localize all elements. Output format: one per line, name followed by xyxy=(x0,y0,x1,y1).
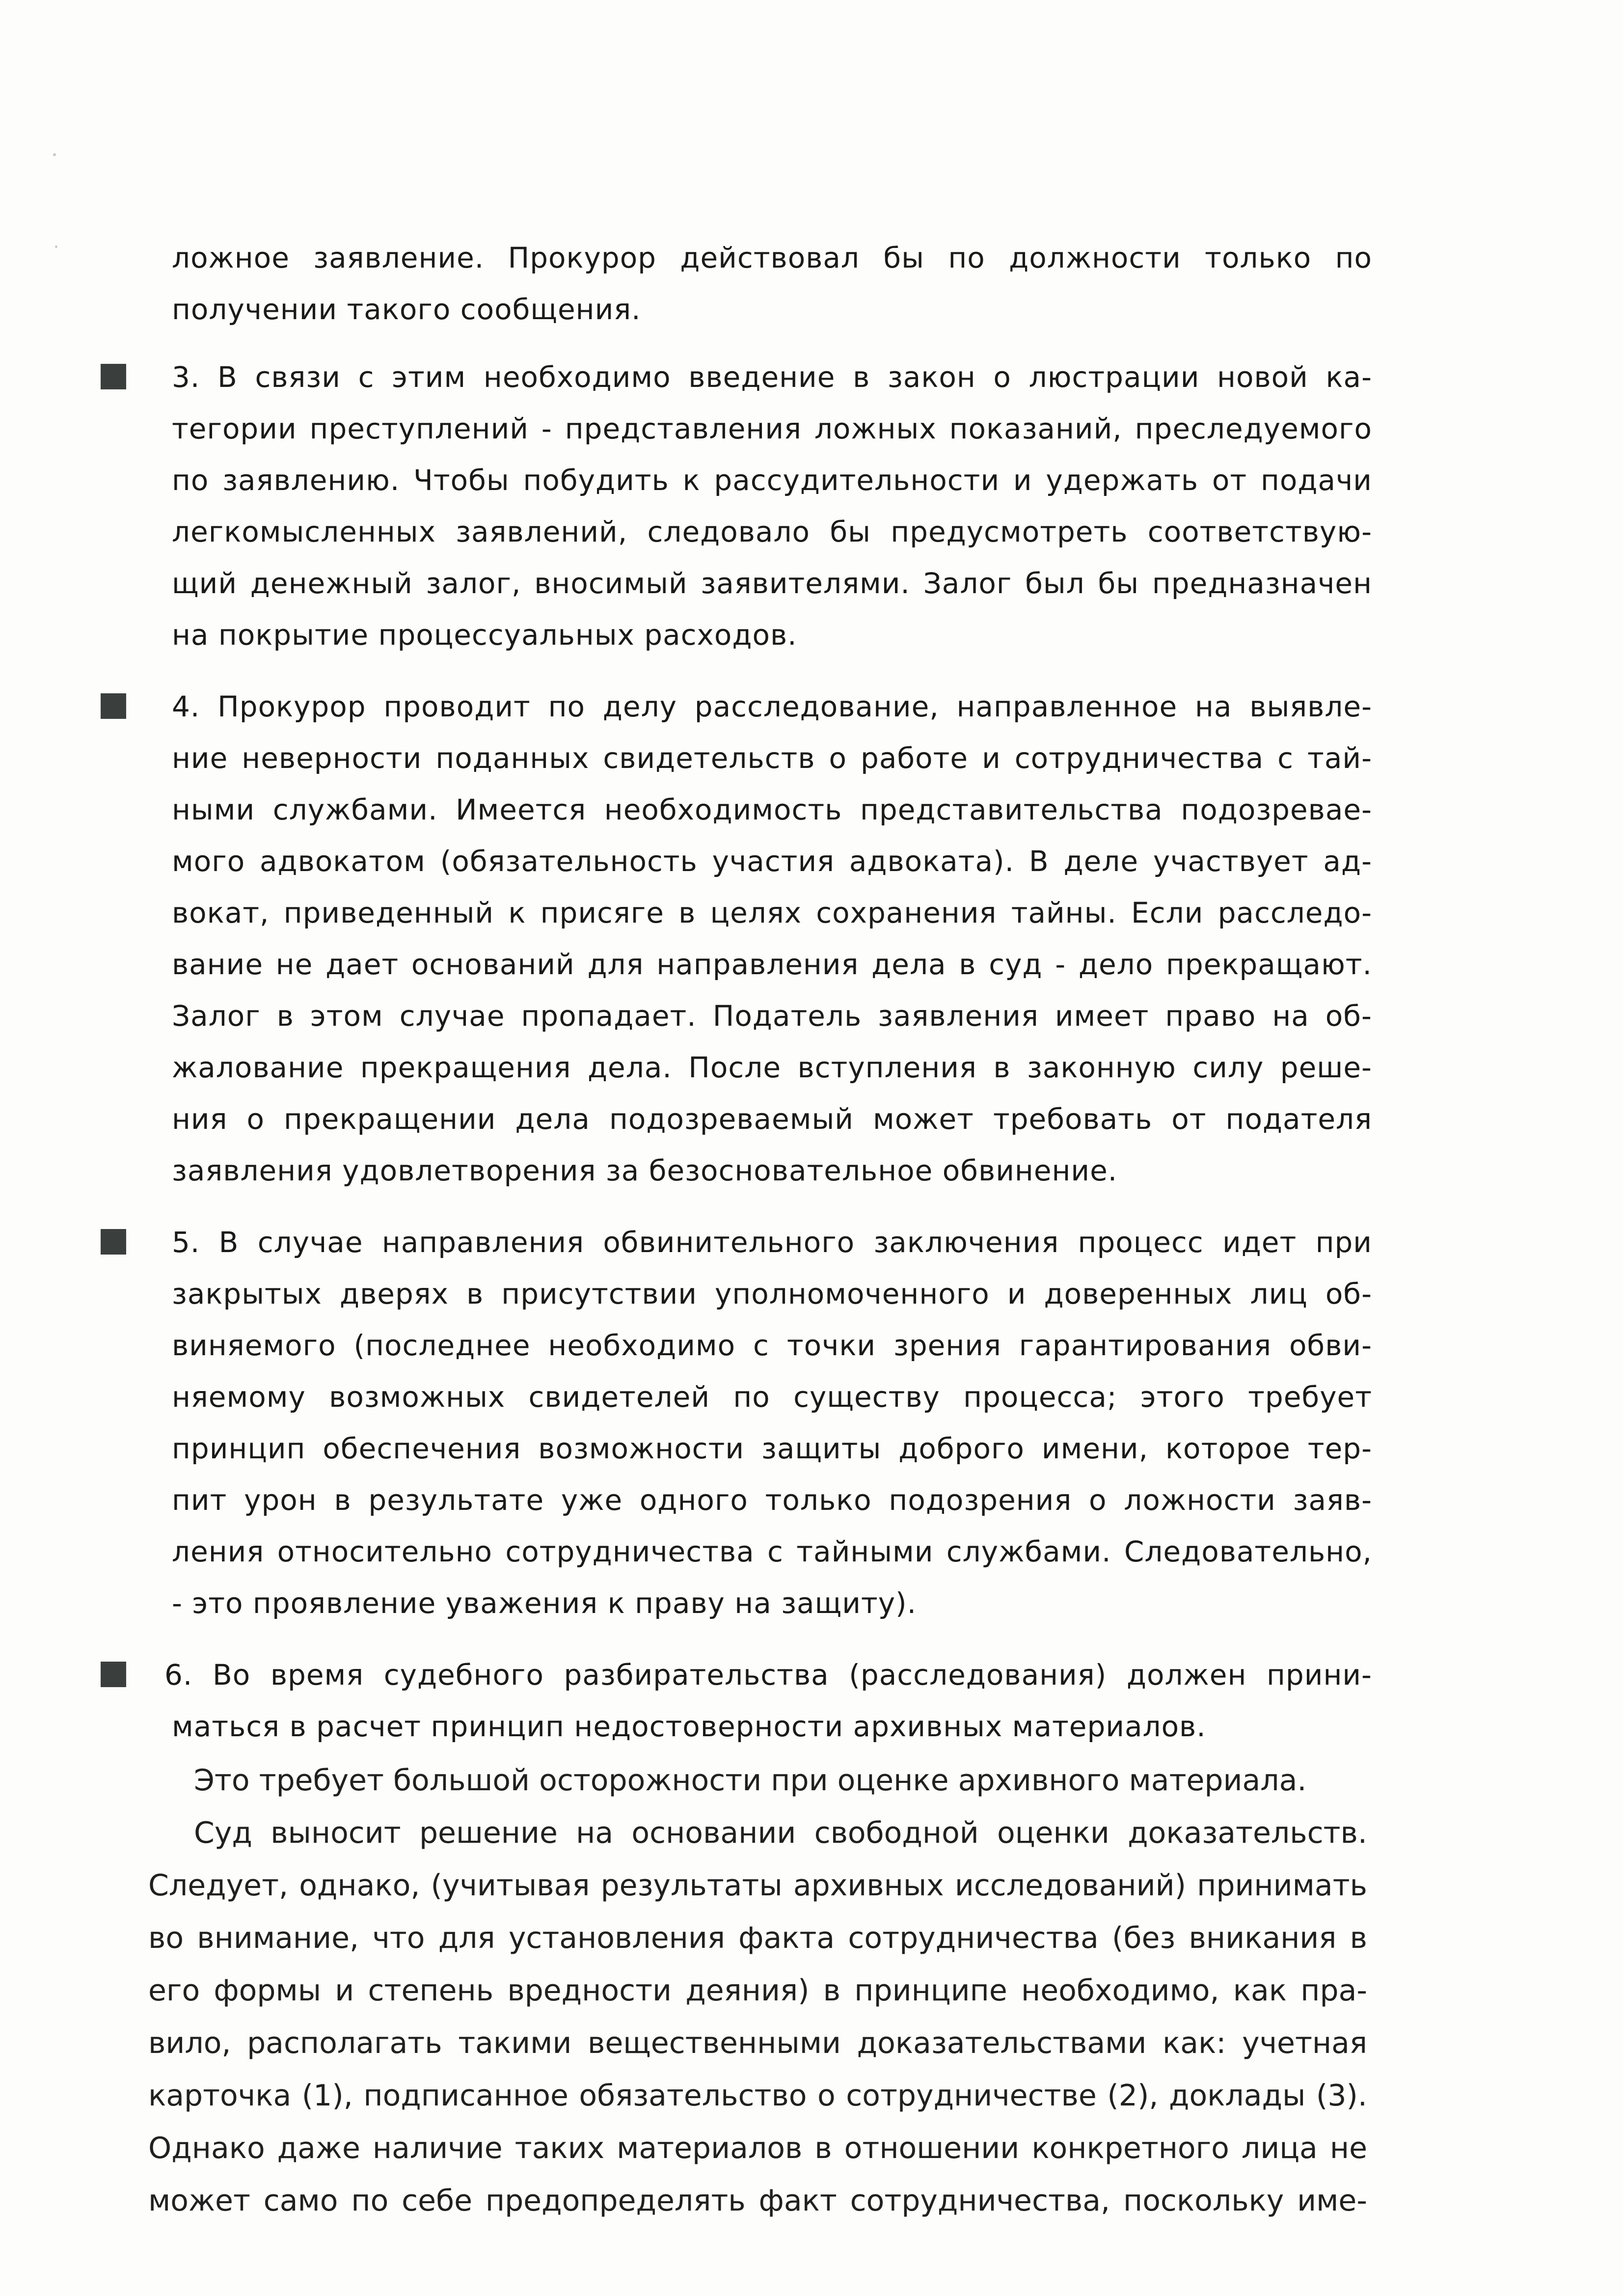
item-4-line-5: вание не дает оснований для направления дела в суд - дело прекращают. xyxy=(172,948,1372,981)
item-3-line-2: по заявлению. Чтобы побудить к рассудительности и удержать от подачи xyxy=(172,464,1372,497)
item-3-line-1: тегории преступлений - представления ложных показаний, преследуемого xyxy=(172,412,1372,445)
scan-speck xyxy=(53,153,56,156)
item-0-line-1: получении такого сообщения. xyxy=(172,293,641,326)
closing-line-1: Суд выносит решение на основании свободной оценки доказательств. xyxy=(194,1816,1367,1850)
item-6-line-0: 6. Во время судебного разбирательства (расследования) должен прини- xyxy=(164,1658,1372,1692)
closing-line-6: карточка (1), подписанное обязательство о сотрудничестве (2), доклады (3). xyxy=(148,2078,1367,2113)
item-3-line-0: 3. В связи с этим необходимо введение в закон о люстрации новой ка- xyxy=(172,360,1372,394)
item-bullet-3 xyxy=(101,364,126,389)
scan-speck xyxy=(55,246,57,248)
closing-line-5: вило, располагать такими вещественными доказательствами как: учетная xyxy=(148,2026,1367,2060)
item-5-line-3: няемому возможных свидетелей по существу процесса; этого требует xyxy=(172,1380,1372,1414)
item-4-line-2: ными службами. Имеется необходимость представительства подозревае- xyxy=(172,793,1372,826)
item-5-line-4: принцип обеспечения возможности защиты доброго имени, которое тер- xyxy=(172,1432,1372,1465)
item-3-line-5: на покрытие процессуальных расходов. xyxy=(172,618,797,652)
item-4-line-0: 4. Прокурор проводит по делу расследование, направленное на выявле- xyxy=(172,690,1372,723)
item-4-line-4: вокат, приведенный к присяге в целях сохранения тайны. Если расследо- xyxy=(172,896,1372,929)
item-5-line-0: 5. В случае направления обвинительного заключения процесс идет при xyxy=(172,1226,1372,1259)
closing-line-4: его формы и степень вредности деяния) в принципе необходимо, как пра- xyxy=(148,1973,1367,2008)
item-5-line-6: ления относительно сотрудничества с тайными службами. Следовательно, xyxy=(172,1535,1372,1568)
item-4-line-3: мого адвокатом (обязательность участия адвоката). В деле участвует ад- xyxy=(172,845,1372,878)
item-5-line-7: - это проявление уважения к праву на защиту). xyxy=(172,1586,917,1620)
item-4-line-9: заявления удовлетворения за безосновательное обвинение. xyxy=(172,1154,1118,1187)
item-4-line-6: Залог в этом случае пропадает. Податель заявления имеет право на об- xyxy=(172,999,1372,1033)
item-5-line-2: виняемого (последнее необходимо с точки зрения гарантирования обви- xyxy=(172,1329,1372,1362)
closing-line-0: Это требует большой осторожности при оценке архивного материала. xyxy=(194,1763,1307,1798)
closing-line-8: может само по себе предопределять факт сотрудничества, поскольку име- xyxy=(148,2184,1367,2218)
closing-line-2: Следует, однако, (учитывая результаты архивных исследований) принимать xyxy=(148,1868,1367,1903)
closing-line-7: Однако даже наличие таких материалов в отношении конкретного лица не xyxy=(148,2131,1367,2165)
item-5-line-1: закрытых дверях в присутствии уполномоченного и доверенных лиц об- xyxy=(172,1277,1372,1311)
item-6-line-1: маться в расчет принцип недостоверности архивных материалов. xyxy=(172,1710,1206,1743)
item-4-line-8: ния о прекращении дела подозреваемый может требовать от подателя xyxy=(172,1102,1372,1136)
item-bullet-6 xyxy=(101,1662,126,1687)
item-4-line-1: ние неверности поданных свидетельств о работе и сотрудничества с тай- xyxy=(172,741,1372,775)
closing-line-3: во внимание, что для установления факта сотрудничества (без вникания в xyxy=(148,1921,1367,1955)
item-bullet-5 xyxy=(101,1229,126,1255)
item-3-line-3: легкомысленных заявлений, следовало бы предусмотреть соответствую- xyxy=(172,515,1372,548)
item-0-line-0: ложное заявление. Прокурор действовал бы по должности только по xyxy=(172,241,1372,274)
item-5-line-5: пит урон в результате уже одного только подозрения о ложности заяв- xyxy=(172,1483,1372,1517)
item-3-line-4: щий денежный залог, вносимый заявителями. Залог был бы предназначен xyxy=(172,567,1372,600)
item-4-line-7: жалование прекращения дела. После вступления в законную силу реше- xyxy=(172,1051,1372,1084)
item-bullet-4 xyxy=(101,693,126,719)
